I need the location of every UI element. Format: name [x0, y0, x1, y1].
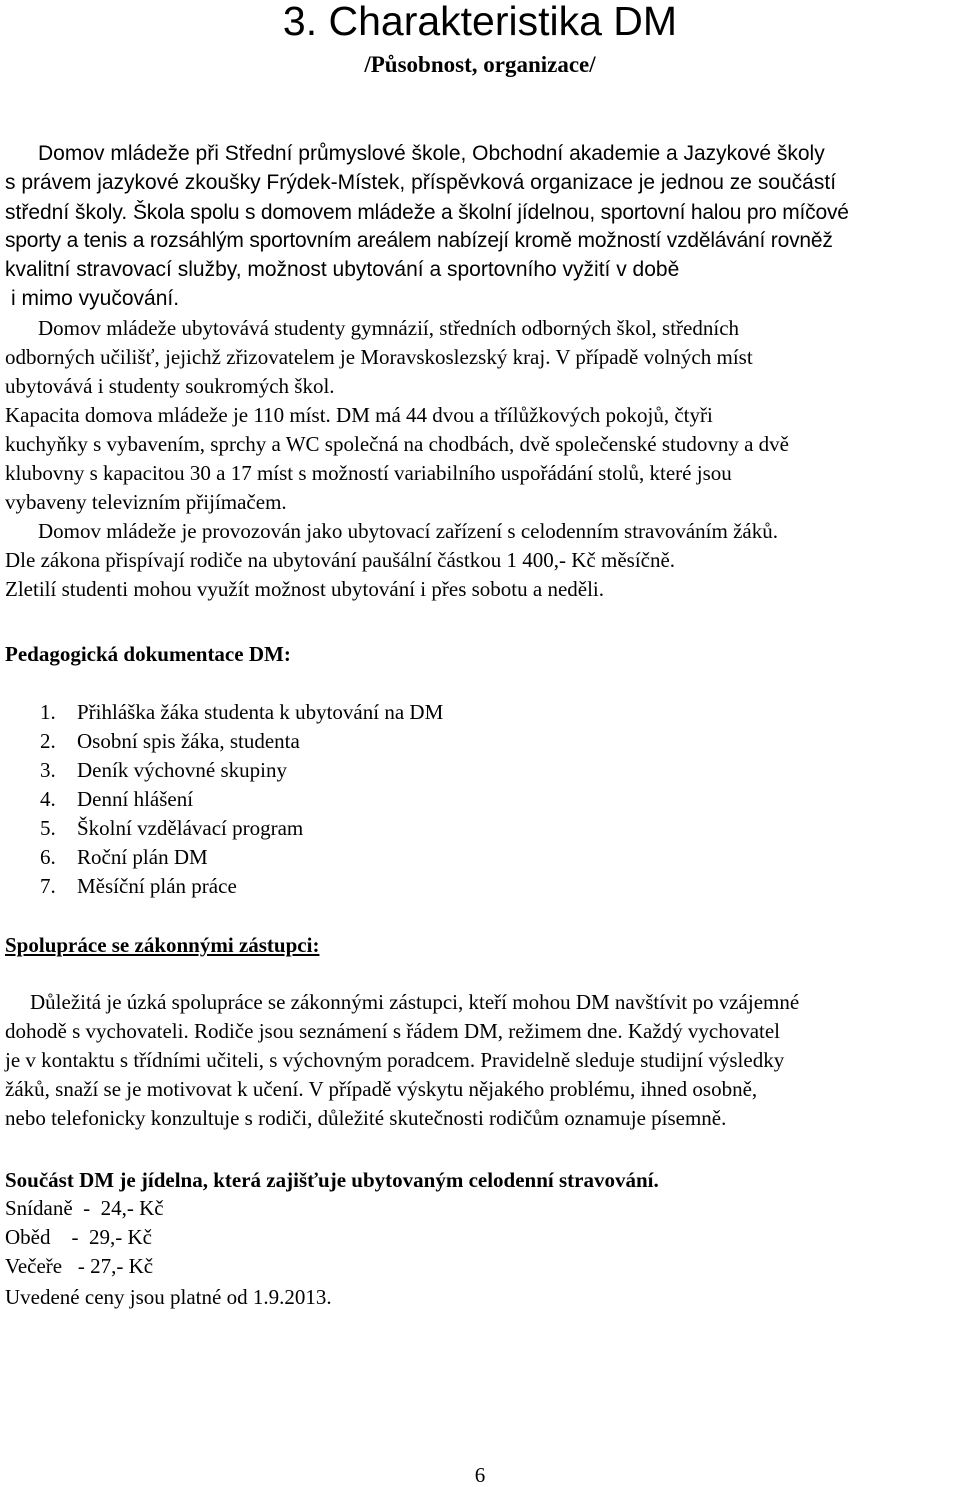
ped-item-num: 2.: [40, 729, 56, 753]
canteen-lunch: Oběd - 29,- Kč: [5, 1225, 152, 1249]
intro-line-3: [5, 200, 849, 225]
coop-line-5: nebo telefonicky konzultuje s rodiči, důležité skutečnosti rodičům oznamuje písemně.: [5, 1106, 727, 1130]
ped-item-text: Roční plán DM: [77, 845, 208, 869]
canteen-dinner: Večeře - 27,- Kč: [5, 1254, 154, 1278]
canteen-breakfast: Snídaně - 24,- Kč: [5, 1196, 164, 1220]
ped-list-item: [40, 816, 303, 840]
intro-line-13: vybaveny televizním přijímačem.: [5, 490, 287, 514]
coop-line-1: Důležitá je úzká spolupráce se zákonnými zástupci, kteří mohou DM navštívit po vzájemné: [30, 990, 800, 1014]
coop-line-3: je v kontaktu s třídními učiteli, s výchovným poradcem. Pravidelně sleduje studijní výsledky: [5, 1048, 785, 1072]
ped-list-item: [40, 729, 300, 753]
intro-line-3a: střední školy.: [5, 201, 133, 224]
ped-list-item: [40, 845, 208, 869]
intro-line-14: Domov mládeže je provozován jako ubytovací zařízení s celodenním stravováním žáků.: [38, 519, 778, 543]
intro-line-9: ubytovává i studenty soukromých škol.: [5, 374, 335, 398]
intro-line-1: Domov mládeže při Střední průmyslové škole, Obchodní akademie a Jazykové školy: [38, 142, 825, 165]
intro-line-2: s právem jazykové zkoušky Frýdek-Místek, příspěvková organizace je jednou ze součástí: [5, 171, 837, 194]
coop-line-4: žáků, snaží se je motivovat k učení. V případě výskytu nějakého problému, ihned osobně,: [5, 1077, 758, 1101]
intro-line-4: sporty a tenis a rozsáhlým sportovním areálem nabízejí kromě možností vzdělávání rovněž: [5, 229, 833, 252]
page-subtitle: /Působnost, organizace/: [364, 52, 596, 77]
page-title: 3. Charakteristika DM: [282, 0, 678, 44]
ped-item-text: Osobní spis žáka, studenta: [77, 729, 300, 753]
ped-list-item: [40, 758, 287, 782]
ped-item-text: Měsíční plán práce: [77, 874, 237, 898]
intro-line-5: kvalitní stravovací služby, možnost ubytování a sportovního vyžití v době: [5, 258, 680, 281]
ped-item-num: 6.: [40, 845, 56, 869]
page-number: 6: [474, 1463, 486, 1487]
canteen-validity: Uvedené ceny jsou platné od 1.9.2013.: [5, 1285, 332, 1309]
intro-line-10: Kapacita domova mládeže je 110 míst. DM má 44 dvou a třílůžkových pokojů, čtyři: [5, 403, 713, 427]
intro-line-8: odborných učilišť, jejichž zřizovatelem je Moravskoslezský kraj. V případě volných míst: [5, 345, 753, 369]
ped-item-num: 4.: [40, 787, 56, 811]
intro-line-12: klubovny s kapacitou 30 a 17 míst s možností variabilního uspořádání stolů, které jsou: [5, 461, 732, 485]
intro-line-11: kuchyňky s vybavením, sprchy a WC společná na chodbách, dvě společenské studovny a dvě: [5, 432, 789, 456]
ped-item-num: 3.: [40, 758, 56, 782]
intro-line-16: Zletilí studenti mohou využít možnost ubytování i přes sobotu a neděli.: [5, 577, 605, 601]
ped-list-item: [40, 874, 237, 898]
ped-list-item: [40, 700, 443, 724]
ped-item-text: Přihláška žáka studenta k ubytování na DM: [77, 700, 444, 724]
coop-line-2: dohodě s vychovateli. Rodiče jsou seznámení s řádem DM, režimem dne. Každý vychovatel: [5, 1019, 781, 1043]
ped-heading: Pedagogická dokumentace DM:: [5, 642, 291, 666]
ped-item-text: Denní hlášení: [77, 787, 194, 811]
ped-item-num: 1.: [40, 700, 56, 724]
ped-item-text: Školní vzdělávací program: [77, 816, 304, 840]
ped-item-num: 7.: [40, 874, 56, 898]
ped-item-num: 5.: [40, 816, 56, 840]
coop-heading: Spolupráce se zákonnými zástupci:: [5, 933, 320, 957]
intro-line-15: Dle zákona přispívají rodiče na ubytování paušální částkou 1 400,- Kč měsíčně.: [5, 548, 676, 572]
canteen-heading: Součást DM je jídelna, která zajišťuje ubytovaným celodenní stravování.: [5, 1168, 659, 1192]
ped-list-item: [40, 787, 193, 811]
ped-item-text: Deník výchovné skupiny: [77, 758, 287, 782]
intro-line-3b: Škola spolu s domovem mládeže a školní jídelnou, sportovní halou pro míčové: [133, 201, 849, 224]
intro-line-6: i mimo vyučování.: [11, 287, 180, 310]
intro-line-7: Domov mládeže ubytovává studenty gymnázií, středních odborných škol, středních: [38, 316, 740, 340]
